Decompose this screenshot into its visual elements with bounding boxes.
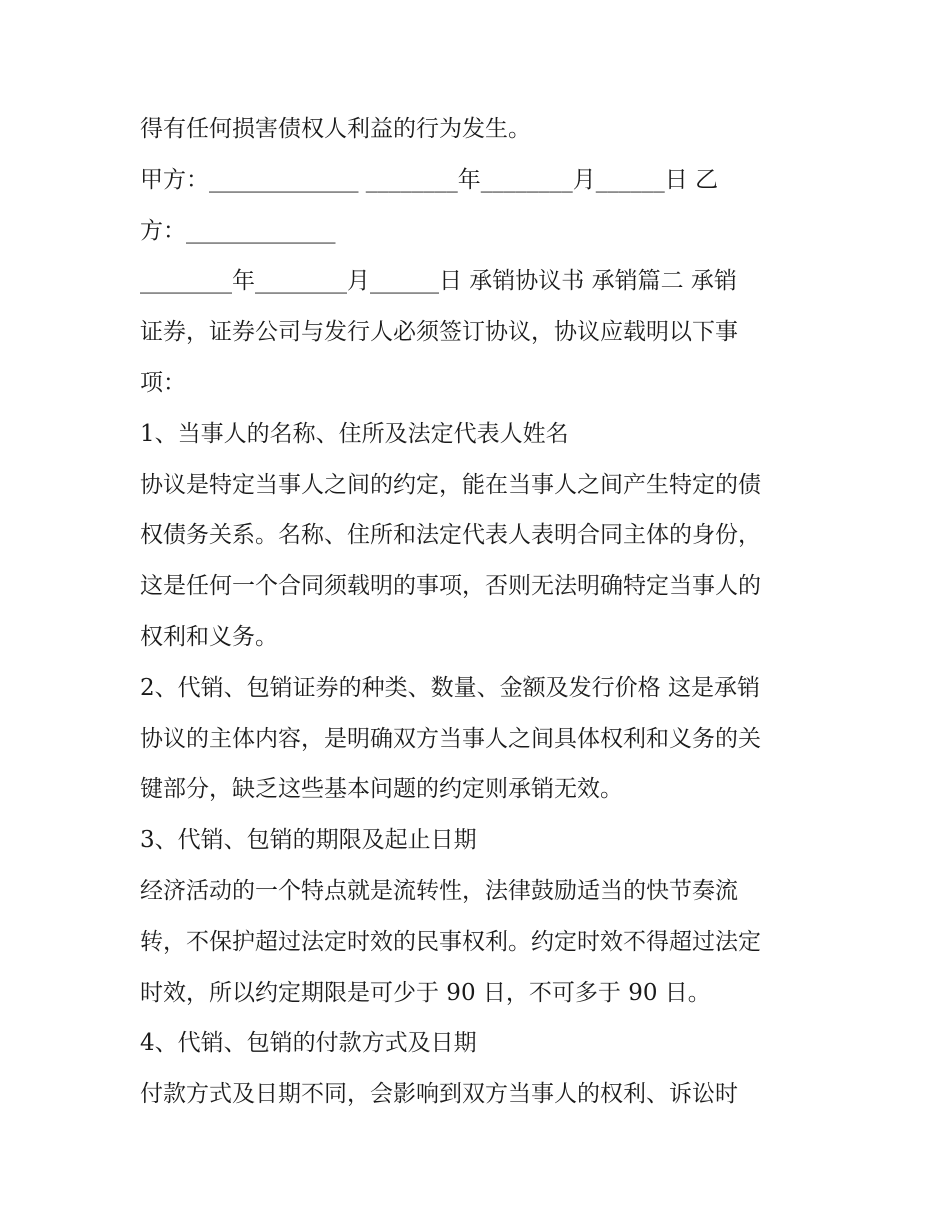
section-heading: 1、当事人的名称、住所及法定代表人姓名 xyxy=(140,420,569,447)
text-line: ________年________月______日 承销协议书 承销篇二 承销 xyxy=(140,268,737,295)
text-line: 甲方：_____________ ________年________月______日 乙 xyxy=(140,166,719,193)
text-line: 经济活动的一个特点就是流转性，法律鼓励适当的快节奏流 xyxy=(140,877,738,904)
text-line: 时效，所以约定期限是可少于 90 日，不可多于 90 日。 xyxy=(140,979,711,1006)
text-line: 付款方式及日期不同，会影响到双方当事人的权利、诉讼时 xyxy=(140,1081,738,1108)
text-line: 键部分，缺乏这些基本问题的约定则承销无效。 xyxy=(140,776,623,803)
text-line: 项： xyxy=(140,369,186,396)
text-line: 方：_____________ xyxy=(140,217,336,244)
text-line: 权利和义务。 xyxy=(140,623,278,650)
text-line: 这是任何一个合同须载明的事项，否则无法明确特定当事人的 xyxy=(140,573,761,600)
text-line: 转，不保护超过法定时效的民事权利。约定时效不得超过法定 xyxy=(140,928,761,955)
section-heading: 3、代销、包销的期限及起止日期 xyxy=(140,827,477,854)
document-body xyxy=(140,104,820,1120)
text-line: 权债务关系。名称、住所和法定代表人表明合同主体的身份， xyxy=(140,522,761,549)
section-heading: 4、代销、包销的付款方式及日期 xyxy=(140,1030,477,1057)
section-heading: 2、代销、包销证券的种类、数量、金额及发行价格 这是承销 xyxy=(140,674,760,701)
text-line: 证券，证券公司与发行人必须签订协议，协议应载明以下事 xyxy=(140,319,738,346)
text-line: 协议是特定当事人之间的约定，能在当事人之间产生特定的债 xyxy=(140,471,761,498)
text-line: 得有任何损害债权人利益的行为发生。 xyxy=(140,116,531,142)
text-line: 协议的主体内容，是明确双方当事人之间具体权利和义务的关 xyxy=(140,725,761,752)
